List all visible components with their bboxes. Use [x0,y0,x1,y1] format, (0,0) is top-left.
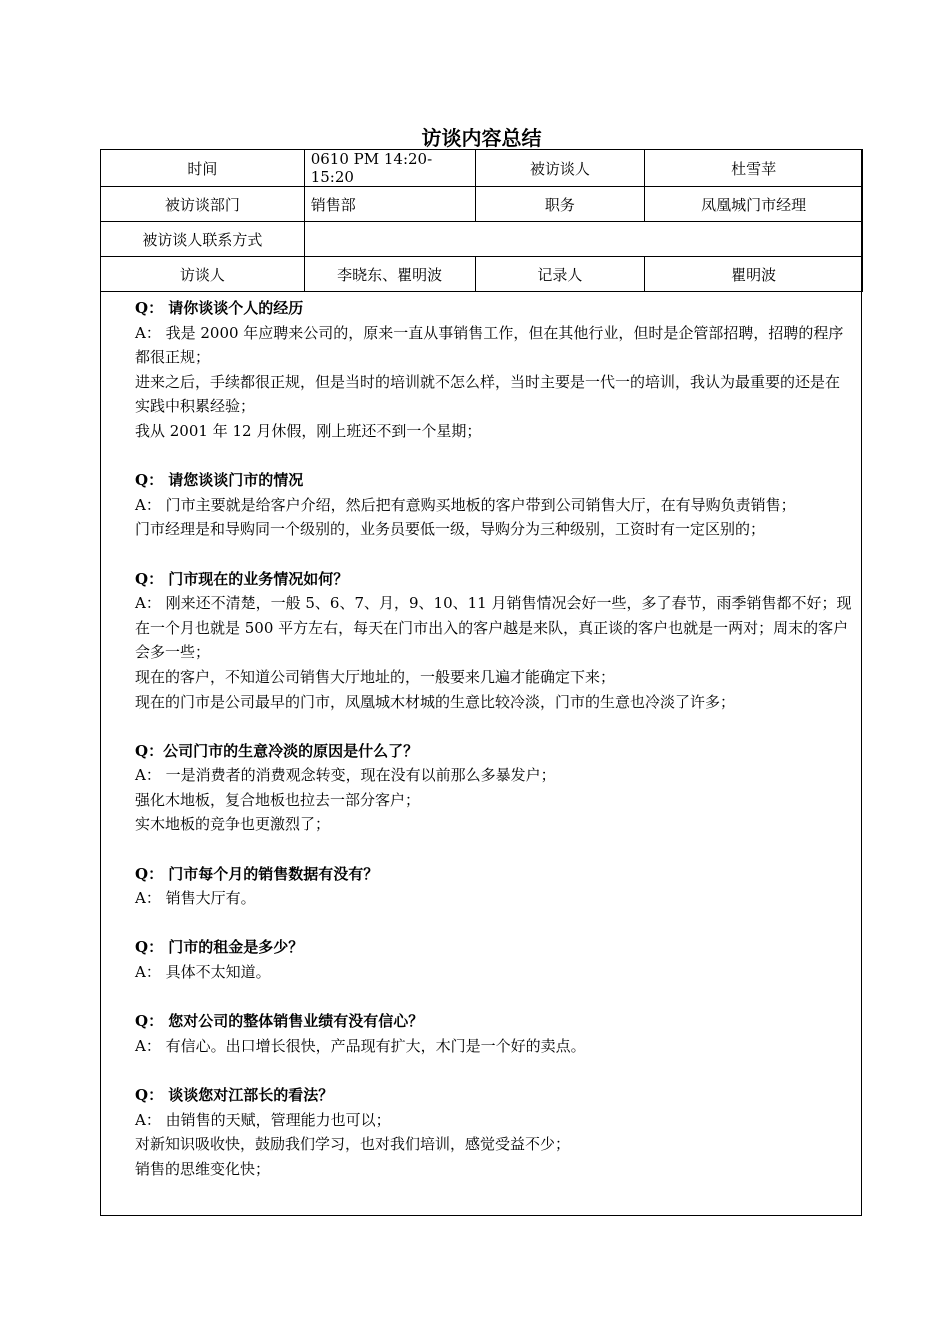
info-table [100,149,863,292]
time-label: 时间 [101,150,305,187]
answer-line: A： 由销售的天赋，管理能力也可以； [135,1110,391,1129]
interview-content [135,296,853,1181]
question: Q： 谈谈您对江部长的看法？ [135,1086,334,1104]
answer-line: 我从 2001 年 12 月休假，刚上班还不到一个星期； [135,421,482,440]
answer-line: 现在的客户，不知道公司销售大厅地址的，一般要来几遍才能确定下来； [135,667,616,686]
recorder-value: 瞿明波 [645,257,863,292]
answer-line: 门市经理是和导购同一个级别的，业务员要低一级，导购分为三种级别，工资时有一定区别的； [135,520,766,539]
answer-line: A： 一是消费者的消费观念转变，现在没有以前那么多暴发户； [135,766,556,785]
question: Q： 门市现在的业务情况如何？ [135,569,349,588]
answer-line: 实木地板的竞争也更激烈了； [135,815,331,834]
qa-block [135,1083,853,1181]
answer-line: A： 具体不太知道。 [135,963,271,982]
question: Q： 门市每个月的销售数据有没有？ [135,864,379,883]
answer-line: 强化木地板，复合地板也拉去一部分客户； [135,790,421,809]
answer-line: 对新知识吸收快，鼓励我们学习，也对我们培训，感觉受益不少； [135,1135,571,1154]
position-label: 职务 [475,187,645,222]
answer-line: A： 门市主要就是给客户介绍，然后把有意购买地板的客户带到公司销售大厅，在有导购负责销售； [135,495,796,514]
qa-block [135,296,853,444]
answer-line: 现在的门市是公司最早的门市，凤凰城木材城的生意比较冷淡，门市的生意也冷淡了许多； [135,692,736,711]
question: Q： 请你谈谈个人的经历 [135,299,304,317]
answer-line: A： 销售大厅有。 [135,889,256,908]
dept-value: 销售部 [304,187,475,222]
recorder-label: 记录人 [475,257,645,292]
page-title: 访谈内容总结 [421,126,542,150]
answer-line: 进来之后，手续都很正规，但是当时的培训就不怎么样，当时主要是一代一的培训，我认为最重要的还是在实践中积累经验； [135,372,841,416]
answer-line: A： 我是 2000 年应聘来公司的，原来一直从事销售工作，但在其他行业，但时是企管部招聘，招聘的程序都很正规； [135,323,844,367]
question: Q： 请您谈谈门市的情况 [135,471,304,490]
contact-value [304,222,862,257]
qa-block [135,468,853,542]
question: Q：公司门市的生意冷淡的原因是什么了？ [135,741,419,760]
answer-line: A： 有信心。出口增长很快，产品现有扩大，木门是一个好的卖点。 [135,1036,586,1055]
position-value: 凤凰城门市经理 [645,187,863,222]
qa-block [135,862,853,911]
question: Q： 您对公司的整体销售业绩有没有信心？ [135,1012,424,1031]
interviewer-value: 李晓东、瞿明波 [304,257,475,292]
info-row-contact [101,222,863,257]
answer-line: A： 刚来还不清楚，一般 5、6、7、月，9、10、11 月销售情况会好一些，多了春节，雨季销售都不好；现在一个月也就是 500 平方左右，每天在门市出入的客户越是来队，真正谈的客户也就是一两对；周末的客户会多一些； [135,594,852,662]
qa-block [135,935,853,984]
time-value: 0610 PM 14:20-15:20 [304,150,475,187]
dept-label: 被访谈部门 [101,187,305,222]
qa-block [135,567,853,715]
qa-block [135,739,853,837]
info-row-time [101,150,863,187]
answer-line: 销售的思维变化快； [135,1159,271,1178]
interviewee-value: 杜雪苹 [645,150,863,187]
contact-label: 被访谈人联系方式 [101,222,305,257]
qa-block [135,1009,853,1058]
info-row-dept [101,187,863,222]
question: Q： 门市的租金是多少？ [135,938,304,957]
interviewee-label: 被访谈人 [475,150,645,187]
interviewer-label: 访谈人 [101,257,305,292]
info-row-interviewer [101,257,863,292]
